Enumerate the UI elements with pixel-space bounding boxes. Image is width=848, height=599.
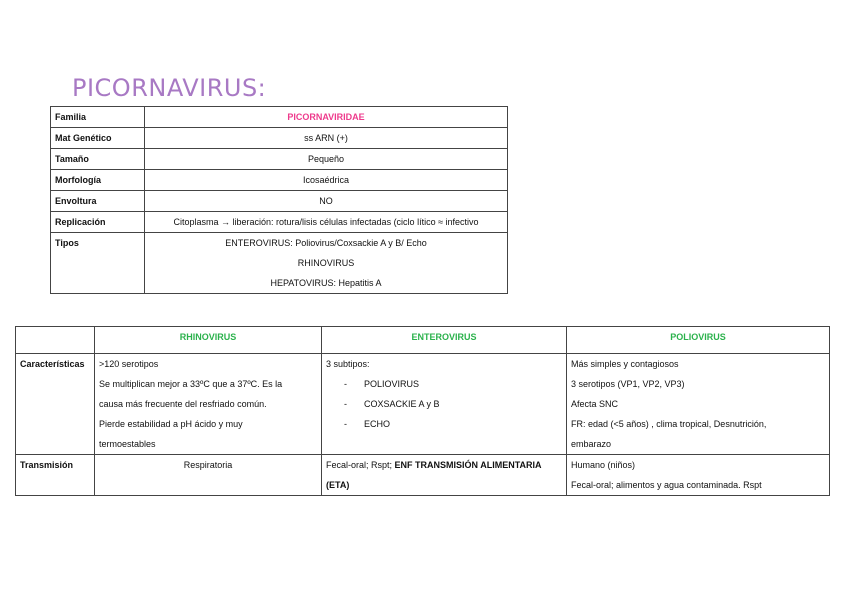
enterovirus-characteristics xyxy=(322,354,567,455)
row-value: Citoplasma → liberación: rotura/lisis células infectadas (ciclo lítico ≈ infectivo xyxy=(145,212,508,233)
row-label: Replicación xyxy=(51,212,145,233)
table-row xyxy=(51,233,508,294)
table-row xyxy=(16,354,830,455)
row-label: Mat Genético xyxy=(51,128,145,149)
bold-text: (ETA) xyxy=(326,480,350,490)
row-value: Icosaédrica xyxy=(145,170,508,191)
picornavirus-summary-table xyxy=(50,106,508,294)
list-item-text: ECHO xyxy=(364,419,391,429)
table-row xyxy=(51,149,508,170)
list-item xyxy=(326,374,562,394)
row-label: Tipos xyxy=(51,233,145,294)
column-header-poliovirus: POLIOVIRUS xyxy=(567,327,830,354)
row-label: Envoltura xyxy=(51,191,145,212)
text-line: 3 serotipos (VP1, VP2, VP3) xyxy=(571,379,685,389)
table-row xyxy=(16,455,830,496)
enterovirus-transmission xyxy=(322,455,567,496)
page-title: PICORNAVIRUS: xyxy=(72,74,267,102)
table-row xyxy=(51,191,508,212)
row-label: Familia xyxy=(51,107,145,128)
text-line: Fecal-oral; alimentos y agua contaminada. Rspt xyxy=(571,480,762,490)
table-row xyxy=(51,128,508,149)
column-header-rhinovirus: RHINOVIRUS xyxy=(95,327,322,354)
text-line: termoestables xyxy=(99,439,156,449)
column-header-enterovirus: ENTEROVIRUS xyxy=(322,327,567,354)
row-label: Morfología xyxy=(51,170,145,191)
dash-bullet: - xyxy=(344,399,347,409)
text-line: causa más frecuente del resfriado común. xyxy=(99,399,267,409)
row-label-transmision: Transmisión xyxy=(16,455,95,496)
list-item-text: POLIOVIRUS xyxy=(364,379,420,389)
text-line: Humano (niños) xyxy=(571,460,636,470)
text-line: >120 serotipos xyxy=(99,359,159,369)
tipos-value xyxy=(145,233,508,294)
bold-text: ENF TRANSMISIÓN ALIMENTARIA xyxy=(394,460,542,470)
text-line: 3 subtipos: xyxy=(326,359,370,369)
row-value: Pequeño xyxy=(145,149,508,170)
corner-cell xyxy=(16,327,95,354)
dash-bullet: - xyxy=(344,379,347,389)
row-label-caracteristicas: Características xyxy=(16,354,95,455)
virus-comparison-table xyxy=(15,326,830,496)
text-line: Se multiplican mejor a 33ºC que a 37ºC. Es la xyxy=(99,379,283,389)
text-line: Pierde estabilidad a pH ácido y muy xyxy=(99,419,243,429)
header-row xyxy=(16,327,830,354)
tipo-item: HEPATOVIRUS: Hepatitis A xyxy=(270,278,382,288)
row-value: ss ARN (+) xyxy=(145,128,508,149)
table-row xyxy=(51,212,508,233)
text-line xyxy=(326,455,562,475)
text-line: FR: edad (<5 años) , clima tropical, Desnutrición, xyxy=(571,419,767,429)
tipo-item: ENTEROVIRUS: Poliovirus/Coxsackie A y B/ Echo xyxy=(225,238,427,248)
text-line: Más simples y contagiosos xyxy=(571,359,679,369)
poliovirus-transmission xyxy=(567,455,830,496)
text-line: embarazo xyxy=(571,439,612,449)
list-item-text: COXSACKIE A y B xyxy=(364,399,440,409)
row-value: NO xyxy=(145,191,508,212)
table-row xyxy=(51,107,508,128)
text-line: Afecta SNC xyxy=(571,399,619,409)
row-label: Tamaño xyxy=(51,149,145,170)
dash-bullet: - xyxy=(344,419,347,429)
list-item xyxy=(326,414,562,434)
rhinovirus-characteristics xyxy=(95,354,322,455)
plain-text: Fecal-oral; Rspt; xyxy=(326,460,395,470)
poliovirus-characteristics xyxy=(567,354,830,455)
list-item xyxy=(326,394,562,414)
table-row xyxy=(51,170,508,191)
rhinovirus-transmission: Respiratoria xyxy=(95,455,322,496)
family-value: PICORNAVIRIDAE xyxy=(145,107,508,128)
tipo-item: RHINOVIRUS xyxy=(297,258,355,268)
